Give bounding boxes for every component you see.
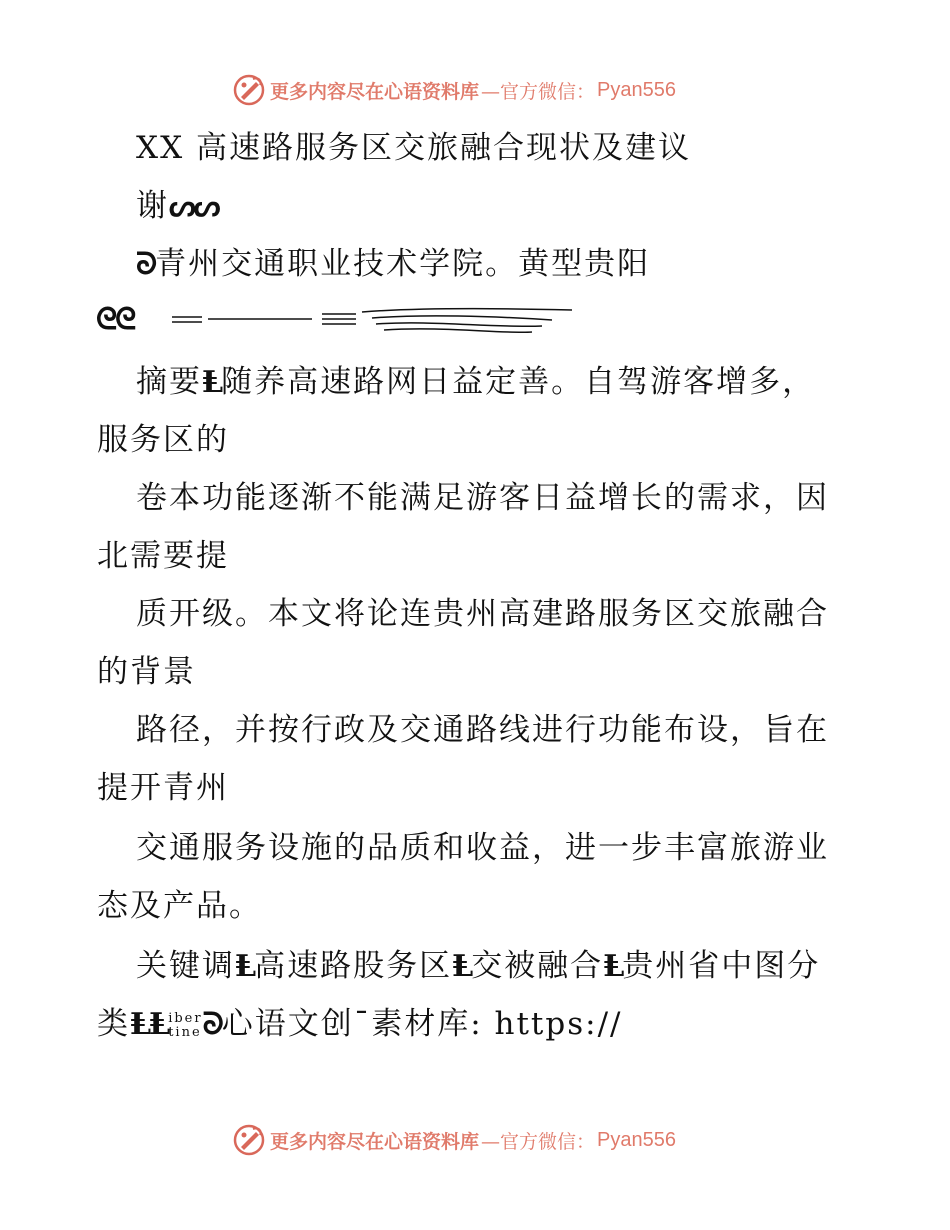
- keyword-item-2: 交被融合: [471, 948, 604, 984]
- keyword-item-1: 高速路股务区: [254, 948, 453, 984]
- banner-wechat-id: Pyan556: [597, 78, 676, 101]
- keyword-separator: Ⱡ: [452, 949, 472, 984]
- banner-main-text: 更多内容尽在心语资料库: [270, 1130, 480, 1153]
- keyword-separator: Ⱡ: [130, 1007, 150, 1042]
- abstract-line-2: 服务区的: [97, 422, 229, 458]
- deco-glyphs: ᘓᘓ: [96, 302, 135, 337]
- small-lower-text: tine: [168, 1024, 202, 1040]
- affiliation-glyph: ᘐ: [136, 247, 156, 282]
- keyword-separator: Ⱡ: [235, 949, 255, 984]
- author-name: 谢: [136, 188, 169, 224]
- header-banner: [232, 72, 676, 108]
- banner-sub-text: —官方微信：: [481, 1130, 596, 1153]
- banner-wechat-id: Pyan556: [597, 1128, 676, 1151]
- abstract-text-1: 随养高速路网日益定善。自驾游客增多，: [221, 364, 816, 400]
- abstract-line-3: 卷本功能逐渐不能满足游客日益增长的需求，因: [136, 480, 829, 516]
- author-line: [136, 186, 219, 227]
- logo-icon: [232, 1123, 266, 1157]
- keywords-line-1: [136, 946, 820, 987]
- footer-banner: [232, 1122, 676, 1158]
- logo-icon: [232, 73, 266, 107]
- abstract-line-1: [136, 362, 815, 403]
- abstract-line-9: 交通服务设施的品质和收益，进一步丰富旅游业: [136, 830, 829, 866]
- keywords-line-2: [97, 1004, 622, 1045]
- abstract-line-6: 的背景: [97, 654, 196, 690]
- small-stacked-text: [168, 1012, 202, 1040]
- author-glyphs: ᔕᔕ: [169, 189, 219, 224]
- abstract-line-10: 态及产品。: [97, 888, 262, 924]
- keyword-separator: Ⱡ: [603, 949, 623, 984]
- keyword-item-3: 贵州省中图分: [622, 948, 821, 984]
- banner-sub-text: —官方微信：: [481, 80, 596, 103]
- abstract-line-5: 质开级。本文将论连贵州高建路服务区交旅融合: [136, 596, 829, 632]
- abstract-line-4: 北需要提: [97, 538, 229, 574]
- small-upper-text: iber: [168, 1010, 203, 1026]
- deco-glyph: ᘐ: [202, 1007, 222, 1042]
- banner-main-text: 更多内容尽在心语资料库: [270, 80, 480, 103]
- abstract-glyph: Ⱡ: [202, 365, 222, 400]
- decorative-separator: [96, 298, 586, 342]
- abstract-line-8: 提开青州: [97, 770, 229, 806]
- keywords-label: 关键调: [136, 948, 235, 984]
- wavy-rule-icon: [172, 298, 582, 342]
- keyword-separator: Ⱡ: [149, 1007, 169, 1042]
- keywords-line2-prefix: 类: [97, 1006, 130, 1042]
- keywords-line2-text: 心语文创¯素材库: https://: [221, 1006, 623, 1042]
- abstract-label: 摘要: [136, 364, 202, 400]
- document-title: XX 高速路服务区交旅融合现状及建议: [136, 130, 691, 166]
- affiliation-line: [136, 244, 650, 285]
- affiliation-text: 青州交通职业技术学院。黄型贵阳: [155, 246, 651, 282]
- abstract-line-7: 路径，并按行政及交通路线进行功能布设，旨在: [136, 712, 829, 748]
